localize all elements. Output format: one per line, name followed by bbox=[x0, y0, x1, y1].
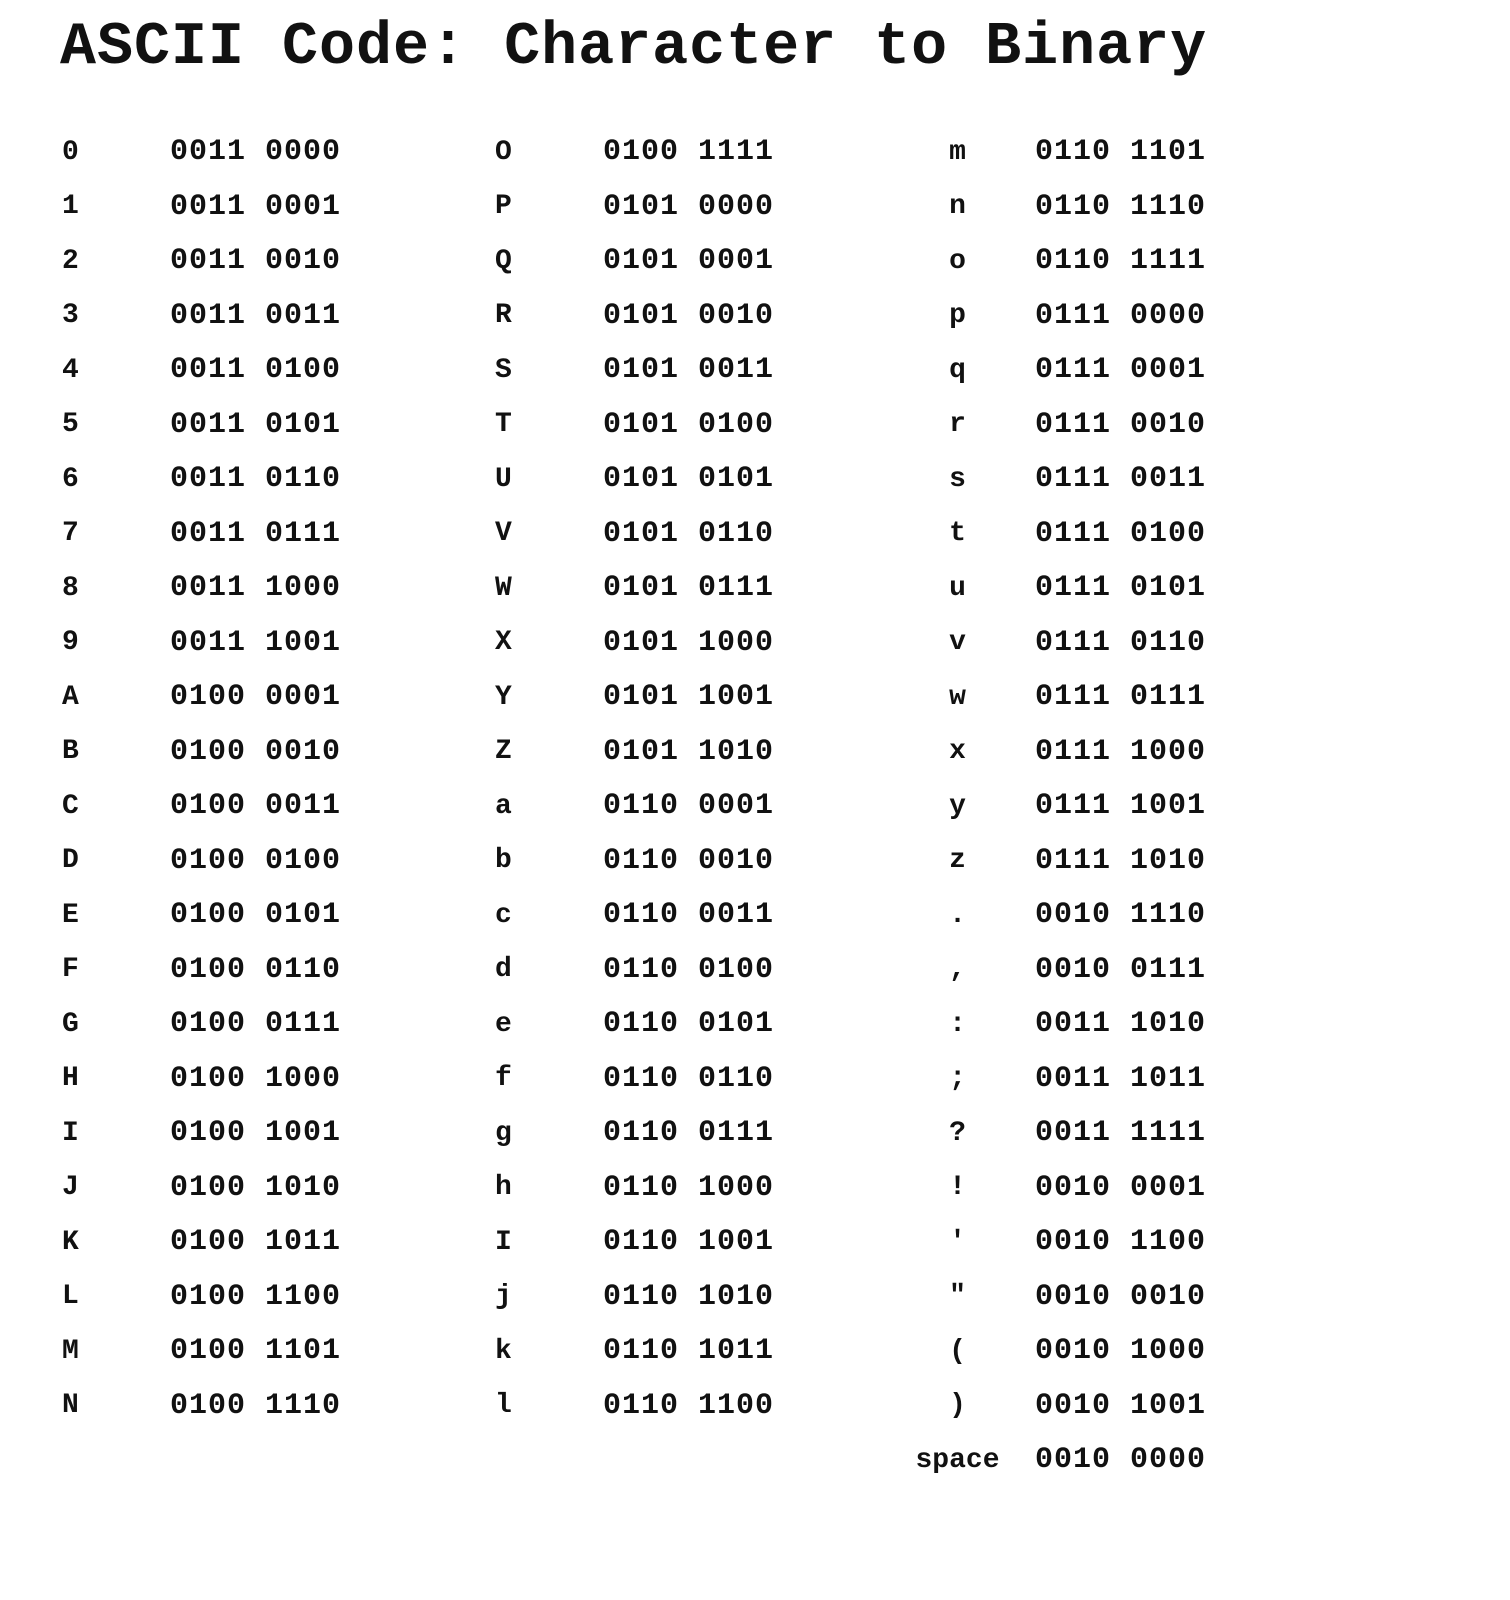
binary-cell: 0011 1011 bbox=[1035, 1061, 1207, 1096]
character-cell: E bbox=[62, 899, 79, 931]
table-row bbox=[62, 1106, 341, 1161]
binary-cell: 0100 1001 bbox=[170, 1116, 342, 1151]
character-cell: 4 bbox=[62, 354, 79, 386]
table-row bbox=[880, 1433, 1206, 1488]
table-row bbox=[495, 125, 774, 180]
table-row bbox=[880, 779, 1206, 834]
character-cell: K bbox=[62, 1226, 79, 1258]
character-cell: ) bbox=[949, 1390, 966, 1422]
character-cell: o bbox=[949, 245, 966, 277]
character-cell: Z bbox=[495, 736, 512, 768]
character-cell: q bbox=[949, 354, 966, 386]
table-row bbox=[495, 343, 774, 398]
table-row bbox=[62, 1215, 341, 1270]
table-row bbox=[880, 180, 1206, 235]
binary-cell: 0011 1001 bbox=[170, 625, 342, 660]
table-row bbox=[62, 1324, 341, 1379]
character-cell: M bbox=[62, 1335, 79, 1367]
table-row bbox=[495, 670, 774, 725]
binary-cell: 0010 1001 bbox=[1035, 1388, 1207, 1423]
binary-cell: 0100 0011 bbox=[170, 789, 342, 824]
table-row bbox=[495, 779, 774, 834]
binary-cell: 0111 0111 bbox=[1035, 680, 1207, 715]
character-cell: p bbox=[949, 300, 966, 332]
character-cell: 7 bbox=[62, 518, 79, 550]
table-row bbox=[495, 834, 774, 889]
character-cell: e bbox=[495, 1008, 512, 1040]
column-1 bbox=[62, 125, 341, 1433]
table-row bbox=[495, 398, 774, 453]
character-cell: v bbox=[949, 627, 966, 659]
character-cell: V bbox=[495, 518, 512, 550]
binary-cell: 0010 0010 bbox=[1035, 1279, 1207, 1314]
table-row bbox=[62, 343, 341, 398]
binary-cell: 0100 1101 bbox=[170, 1334, 342, 1369]
table-row bbox=[495, 1161, 774, 1216]
table-row bbox=[495, 1052, 774, 1107]
character-cell: n bbox=[949, 191, 966, 223]
table-row bbox=[880, 1324, 1206, 1379]
binary-cell: 0100 1111 bbox=[603, 135, 775, 170]
binary-cell: 0111 0000 bbox=[1035, 298, 1207, 333]
binary-cell: 0111 0101 bbox=[1035, 571, 1207, 606]
character-cell: Q bbox=[495, 245, 512, 277]
character-cell: f bbox=[495, 1063, 512, 1095]
binary-cell: 0100 0100 bbox=[170, 843, 342, 878]
character-cell: F bbox=[62, 954, 79, 986]
table-row bbox=[880, 888, 1206, 943]
binary-cell: 0011 1000 bbox=[170, 571, 342, 606]
table-row bbox=[880, 616, 1206, 671]
table-row bbox=[62, 180, 341, 235]
binary-cell: 0010 0000 bbox=[1035, 1443, 1207, 1478]
character-cell: W bbox=[495, 572, 512, 604]
character-cell: 1 bbox=[62, 191, 79, 223]
table-row bbox=[495, 725, 774, 780]
binary-cell: 0100 0101 bbox=[170, 898, 342, 933]
character-cell: ; bbox=[949, 1063, 966, 1095]
binary-cell: 0011 0010 bbox=[170, 244, 342, 279]
table-row bbox=[495, 616, 774, 671]
column-3 bbox=[880, 125, 1206, 1488]
binary-cell: 0110 1001 bbox=[603, 1225, 775, 1260]
character-cell: u bbox=[949, 572, 966, 604]
binary-cell: 0101 1010 bbox=[603, 734, 775, 769]
table-row bbox=[880, 561, 1206, 616]
binary-cell: 0011 0101 bbox=[170, 407, 342, 442]
binary-cell: 0110 1111 bbox=[1035, 244, 1207, 279]
table-row bbox=[495, 1106, 774, 1161]
binary-cell: 0100 1000 bbox=[170, 1061, 342, 1096]
binary-cell: 0111 0010 bbox=[1035, 407, 1207, 442]
character-cell: a bbox=[495, 790, 512, 822]
character-cell: S bbox=[495, 354, 512, 386]
binary-cell: 0010 1110 bbox=[1035, 898, 1207, 933]
table-row bbox=[62, 507, 341, 562]
binary-cell: 0110 0111 bbox=[603, 1116, 775, 1151]
binary-cell: 0110 1100 bbox=[603, 1388, 775, 1423]
binary-cell: 0100 1100 bbox=[170, 1279, 342, 1314]
table-row bbox=[495, 1215, 774, 1270]
table-row bbox=[880, 1379, 1206, 1434]
table-row bbox=[62, 1161, 341, 1216]
character-cell: H bbox=[62, 1063, 79, 1095]
character-cell: : bbox=[949, 1008, 966, 1040]
character-cell: Y bbox=[495, 681, 512, 713]
table-row bbox=[880, 670, 1206, 725]
character-cell: 2 bbox=[62, 245, 79, 277]
character-cell: h bbox=[495, 1172, 512, 1204]
table-row bbox=[62, 779, 341, 834]
table-row bbox=[495, 1270, 774, 1325]
character-cell: ' bbox=[949, 1226, 966, 1258]
character-cell: t bbox=[949, 518, 966, 550]
table-row bbox=[62, 888, 341, 943]
binary-cell: 0110 0011 bbox=[603, 898, 775, 933]
binary-cell: 0110 1110 bbox=[1035, 189, 1207, 224]
binary-cell: 0111 0011 bbox=[1035, 462, 1207, 497]
character-cell: B bbox=[62, 736, 79, 768]
table-row bbox=[880, 1215, 1206, 1270]
table-row bbox=[62, 234, 341, 289]
binary-cell: 0111 0100 bbox=[1035, 516, 1207, 551]
table-row bbox=[495, 180, 774, 235]
binary-cell: 0101 0011 bbox=[603, 353, 775, 388]
binary-cell: 0111 0001 bbox=[1035, 353, 1207, 388]
binary-cell: 0110 1000 bbox=[603, 1170, 775, 1205]
table-row bbox=[495, 561, 774, 616]
table-row bbox=[880, 725, 1206, 780]
column-2 bbox=[495, 125, 774, 1433]
character-cell: O bbox=[495, 136, 512, 168]
character-cell: N bbox=[62, 1390, 79, 1422]
table-row bbox=[62, 943, 341, 998]
character-cell: s bbox=[949, 463, 966, 495]
table-row bbox=[62, 398, 341, 453]
character-cell: 3 bbox=[62, 300, 79, 332]
binary-cell: 0011 1010 bbox=[1035, 1007, 1207, 1042]
table-row bbox=[62, 616, 341, 671]
table-row bbox=[880, 343, 1206, 398]
character-cell: P bbox=[495, 191, 512, 223]
binary-cell: 0011 1111 bbox=[1035, 1116, 1207, 1151]
binary-cell: 0011 0100 bbox=[170, 353, 342, 388]
binary-cell: 0101 1001 bbox=[603, 680, 775, 715]
table-row bbox=[880, 834, 1206, 889]
character-cell: R bbox=[495, 300, 512, 332]
binary-cell: 0110 1011 bbox=[603, 1334, 775, 1369]
table-row bbox=[62, 452, 341, 507]
character-cell: X bbox=[495, 627, 512, 659]
binary-cell: 0101 0100 bbox=[603, 407, 775, 442]
table-row bbox=[495, 1379, 774, 1434]
binary-cell: 0111 1000 bbox=[1035, 734, 1207, 769]
table-row bbox=[880, 234, 1206, 289]
character-cell: ? bbox=[949, 1117, 966, 1149]
table-row bbox=[62, 1052, 341, 1107]
character-cell: z bbox=[949, 845, 966, 877]
character-cell: r bbox=[949, 409, 966, 441]
character-cell: d bbox=[495, 954, 512, 986]
table-row bbox=[62, 125, 341, 180]
binary-cell: 0100 0110 bbox=[170, 952, 342, 987]
binary-cell: 0110 1101 bbox=[1035, 135, 1207, 170]
table-row bbox=[880, 1052, 1206, 1107]
table-row bbox=[495, 507, 774, 562]
binary-cell: 0100 0111 bbox=[170, 1007, 342, 1042]
character-cell: space bbox=[915, 1444, 1000, 1476]
character-cell: I bbox=[495, 1226, 512, 1258]
binary-cell: 0101 0000 bbox=[603, 189, 775, 224]
binary-cell: 0110 0110 bbox=[603, 1061, 775, 1096]
table-row bbox=[880, 1270, 1206, 1325]
binary-cell: 0101 1000 bbox=[603, 625, 775, 660]
character-cell: L bbox=[62, 1281, 79, 1313]
table-row bbox=[62, 561, 341, 616]
table-row bbox=[880, 1161, 1206, 1216]
table-row bbox=[880, 398, 1206, 453]
character-cell: b bbox=[495, 845, 512, 877]
table-row bbox=[880, 452, 1206, 507]
character-cell: 6 bbox=[62, 463, 79, 495]
binary-cell: 0111 1001 bbox=[1035, 789, 1207, 824]
binary-cell: 0101 0010 bbox=[603, 298, 775, 333]
table-row bbox=[62, 725, 341, 780]
table-row bbox=[62, 289, 341, 344]
table-row bbox=[62, 997, 341, 1052]
character-cell: J bbox=[62, 1172, 79, 1204]
character-cell: " bbox=[949, 1281, 966, 1313]
table-row bbox=[880, 289, 1206, 344]
binary-cell: 0110 0010 bbox=[603, 843, 775, 878]
character-cell: c bbox=[495, 899, 512, 931]
page-title: ASCII Code: Character to Binary bbox=[60, 14, 1208, 82]
binary-cell: 0010 0111 bbox=[1035, 952, 1207, 987]
table-row bbox=[495, 289, 774, 344]
character-cell: . bbox=[949, 899, 966, 931]
table-row bbox=[495, 943, 774, 998]
character-cell: k bbox=[495, 1335, 512, 1367]
character-cell: ! bbox=[949, 1172, 966, 1204]
binary-cell: 0101 0101 bbox=[603, 462, 775, 497]
binary-cell: 0110 0001 bbox=[603, 789, 775, 824]
character-cell: U bbox=[495, 463, 512, 495]
binary-cell: 0100 0001 bbox=[170, 680, 342, 715]
table-row bbox=[880, 997, 1206, 1052]
binary-cell: 0100 1011 bbox=[170, 1225, 342, 1260]
table-row bbox=[880, 1106, 1206, 1161]
table-row bbox=[62, 1379, 341, 1434]
binary-cell: 0111 1010 bbox=[1035, 843, 1207, 878]
character-cell: 0 bbox=[62, 136, 79, 168]
binary-cell: 0100 1110 bbox=[170, 1388, 342, 1423]
character-cell: 8 bbox=[62, 572, 79, 604]
table-row bbox=[495, 452, 774, 507]
character-cell: C bbox=[62, 790, 79, 822]
binary-cell: 0010 1100 bbox=[1035, 1225, 1207, 1260]
binary-cell: 0101 0110 bbox=[603, 516, 775, 551]
character-cell: D bbox=[62, 845, 79, 877]
table-row bbox=[495, 997, 774, 1052]
character-cell: w bbox=[949, 681, 966, 713]
character-cell: G bbox=[62, 1008, 79, 1040]
binary-cell: 0011 0001 bbox=[170, 189, 342, 224]
character-cell: 5 bbox=[62, 409, 79, 441]
table-row bbox=[62, 1270, 341, 1325]
character-cell: ( bbox=[949, 1335, 966, 1367]
table-row bbox=[495, 234, 774, 289]
binary-cell: 0011 0011 bbox=[170, 298, 342, 333]
binary-cell: 0010 1000 bbox=[1035, 1334, 1207, 1369]
binary-cell: 0110 0100 bbox=[603, 952, 775, 987]
binary-cell: 0110 0101 bbox=[603, 1007, 775, 1042]
binary-cell: 0111 0110 bbox=[1035, 625, 1207, 660]
table-row bbox=[62, 834, 341, 889]
table-row bbox=[62, 670, 341, 725]
binary-cell: 0101 0001 bbox=[603, 244, 775, 279]
binary-cell: 0110 1010 bbox=[603, 1279, 775, 1314]
table-row bbox=[495, 888, 774, 943]
binary-cell: 0100 0010 bbox=[170, 734, 342, 769]
character-cell: A bbox=[62, 681, 79, 713]
character-cell: j bbox=[495, 1281, 512, 1313]
binary-cell: 0011 0000 bbox=[170, 135, 342, 170]
table-row bbox=[495, 1324, 774, 1379]
character-cell: T bbox=[495, 409, 512, 441]
character-cell: I bbox=[62, 1117, 79, 1149]
binary-cell: 0011 0110 bbox=[170, 462, 342, 497]
character-cell: g bbox=[495, 1117, 512, 1149]
character-cell: m bbox=[949, 136, 966, 168]
binary-cell: 0101 0111 bbox=[603, 571, 775, 606]
binary-cell: 0011 0111 bbox=[170, 516, 342, 551]
character-cell: , bbox=[949, 954, 966, 986]
character-cell: l bbox=[495, 1390, 512, 1422]
table-row bbox=[880, 943, 1206, 998]
table-row bbox=[880, 125, 1206, 180]
binary-cell: 0010 0001 bbox=[1035, 1170, 1207, 1205]
table-row bbox=[880, 507, 1206, 562]
binary-cell: 0100 1010 bbox=[170, 1170, 342, 1205]
character-cell: x bbox=[949, 736, 966, 768]
character-cell: y bbox=[949, 790, 966, 822]
character-cell: 9 bbox=[62, 627, 79, 659]
